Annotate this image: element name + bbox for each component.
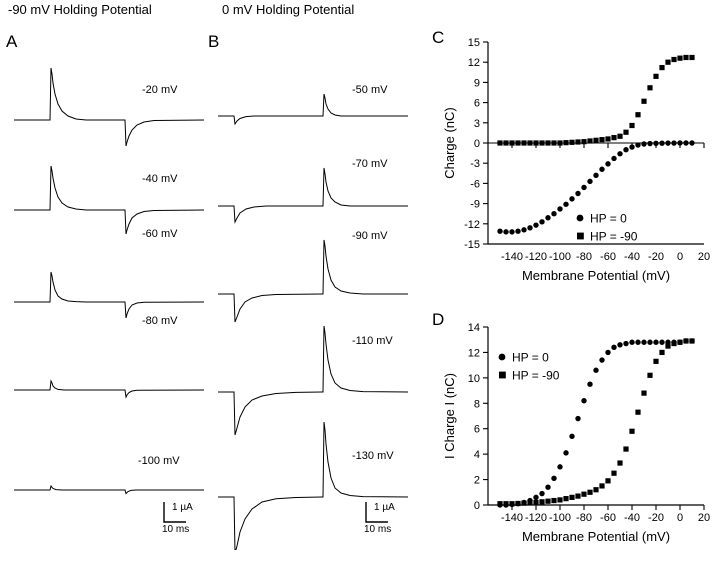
x-tick-label: -120 [524,512,548,524]
x-tick-label: -120 [524,251,548,263]
scalebar-b-horizontal-label: 10 ms [364,524,392,535]
x-tick-label: -140 [500,512,524,524]
legend [499,351,560,383]
y-tick-label: 2 [473,474,480,487]
y-tick-label: -3 [470,158,480,171]
trace-label-a-4: -80 mV [142,315,178,327]
column-title-a: -90 mV Holding Potential [8,2,152,17]
y-axis-title: I Charge I (nC) [442,373,457,459]
x-tick-label: -80 [576,512,592,524]
x-tick-label: 0 [676,251,684,263]
scalebar-a-horizontal-label: 10 ms [162,524,190,535]
legend-label: HP = -90 [512,368,560,383]
panel-b-traces [218,50,408,550]
legend-label: HP = 0 [512,350,549,365]
y-tick-label: 0 [473,138,480,150]
y-tick-label: 0 [473,500,480,512]
panel-letter-a: A [6,32,18,51]
x-tick-label: -60 [600,251,616,263]
y-tick-label: 9 [473,77,480,90]
x-tick-label: -100 [548,251,572,263]
y-tick-label: 15 [467,37,480,49]
x-tick-label: -40 [624,512,640,524]
trace-label-a-1: -20 mV [142,84,178,96]
y-tick-label: -12 [464,218,480,231]
y-tick-label: 14 [467,322,480,334]
trace-label-a-5: -100 mV [138,455,180,467]
trace-label-b-3: -90 mV [352,230,388,242]
legend-label: HP = 0 [590,211,627,226]
x-tick-label: 0 [676,512,684,524]
trace-label-a-2: -40 mV [142,173,178,185]
legend [577,212,638,244]
legend-label: HP = -90 [590,229,638,244]
y-tick-label: 12 [467,57,480,70]
panel-letter-b: B [208,32,220,51]
x-axis-title: Membrane Potential (mV) [521,268,671,283]
x-tick-label: -60 [600,512,616,524]
y-tick-label: 12 [467,347,480,360]
series-2 [497,55,694,146]
trace-label-b-5: -130 mV [352,450,394,462]
y-tick-label: 8 [473,398,480,411]
x-tick-label: -40 [624,251,640,263]
panel-c-plot [432,28,720,298]
panel-letter-d: D [432,310,445,329]
trace-label-b-2: -70 mV [352,158,388,170]
trace-label-a-3: -60 mV [142,228,178,240]
y-axis-title: Charge (nC) [442,107,457,179]
y-tick-label: -6 [470,178,480,191]
x-tick-label: -20 [648,251,664,263]
y-tick-label: 10 [467,372,480,385]
x-tick-label: -100 [548,512,572,524]
x-tick-label: -80 [576,251,592,263]
y-tick-label: 4 [473,449,480,462]
trace-label-b-1: -50 mV [352,84,388,96]
scalebar-b-vertical-label: 1 µA [374,502,395,513]
y-tick-label: -15 [464,239,480,251]
column-title-b: 0 mV Holding Potential [222,2,355,17]
trace-label-b-4: -110 mV [352,335,393,347]
y-tick-label: -9 [470,198,480,211]
x-tick-label: -20 [648,512,664,524]
x-axis-title: Membrane Potential (mV) [521,529,671,544]
y-tick-label: 6 [473,97,480,110]
panel-a-traces [14,50,204,520]
scalebar-a-vertical-label: 1 µA [172,502,193,513]
panel-d-plot [432,305,720,567]
y-tick-label: 6 [473,423,480,436]
y-tick-label: 3 [473,117,480,130]
panel-letter-c: C [432,28,445,47]
x-tick-label: 20 [697,512,711,524]
x-tick-label: 20 [697,251,711,263]
x-tick-label: -140 [500,251,524,263]
